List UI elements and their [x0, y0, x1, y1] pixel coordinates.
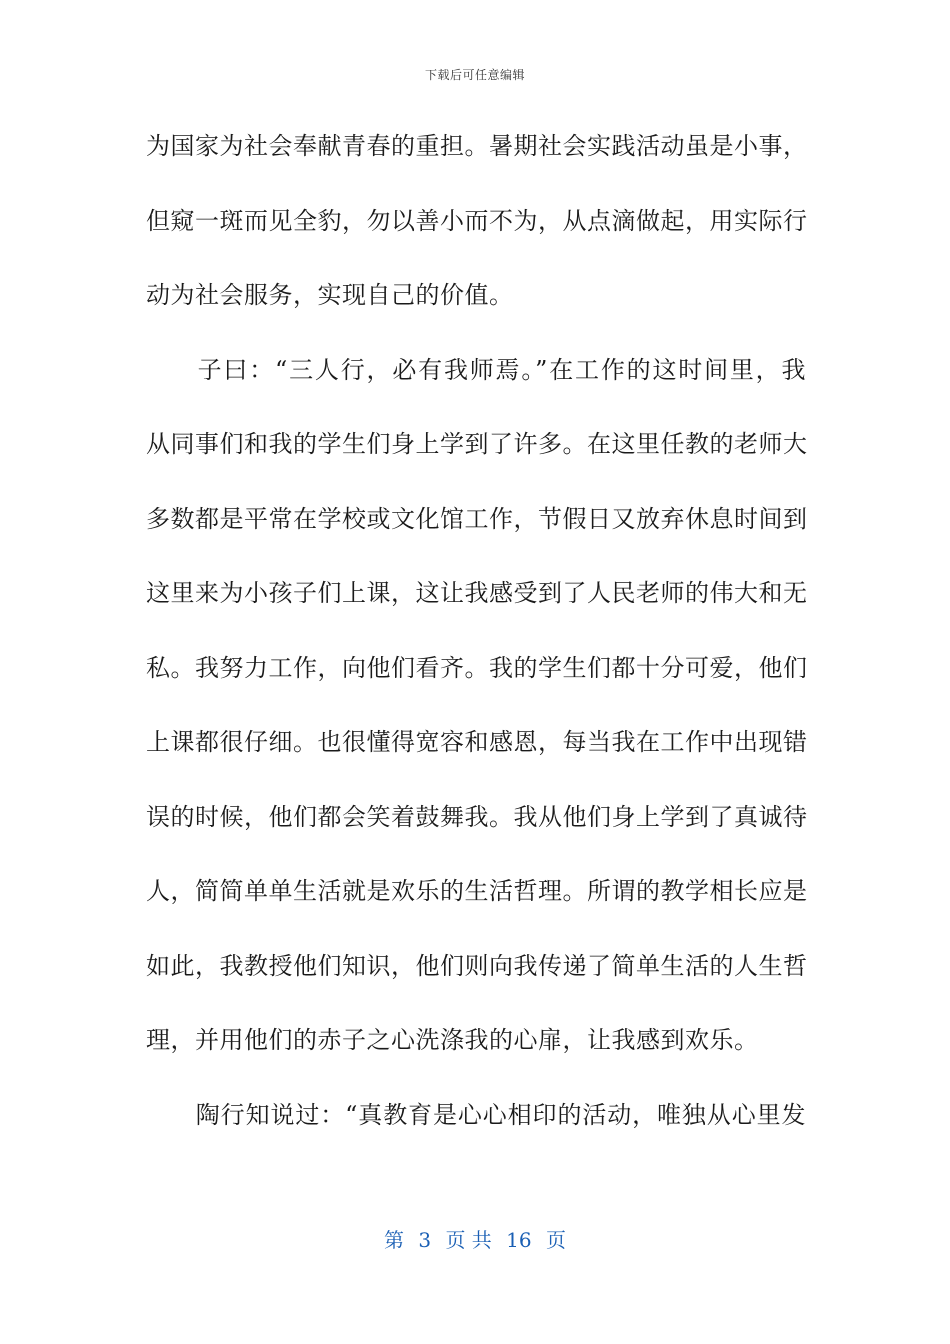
text-line: 私。我努力工作，向他们看齐。我的学生们都十分可爱，他们	[146, 653, 808, 682]
text-line: 但窥一斑而见全豹，勿以善小而不为，从点滴做起，用实际行	[146, 206, 808, 235]
text-line: 多数都是平常在学校或文化馆工作，节假日又放弃休息时间到	[146, 504, 808, 533]
current-page-number: 3	[418, 1228, 432, 1252]
footer-prefix: 第	[384, 1228, 404, 1252]
text-line: 理，并用他们的赤子之心洗涤我的心扉，让我感到欢乐。	[146, 1026, 759, 1054]
text-line: 上课都很仔细。也很懂得宽容和感恩，每当我在工作中出现错	[146, 728, 808, 756]
total-pages-number: 16	[506, 1228, 532, 1252]
text-line: 为国家为社会奉献青春的重担。暑期社会实践活动虽是小事，	[146, 132, 808, 160]
text-line: 如此，我教授他们知识，他们则向我传递了简单生活的人生哲	[146, 951, 808, 980]
page-number-footer	[0, 1224, 950, 1253]
text-line: 人，简简单单生活就是欢乐的生活哲理。所谓的教学相长应是	[146, 877, 808, 905]
text-line: 陶行知说过：“真教育是心心相印的活动，唯独从心里发	[146, 1100, 806, 1129]
text-line: 从同事们和我的学生们身上学到了许多。在这里任教的老师大	[146, 430, 808, 458]
text-line: 这里来为小孩子们上课，这让我感受到了人民老师的伟大和无	[146, 579, 808, 607]
footer-suffix: 页	[545, 1228, 566, 1252]
text-line: 误的时候，他们都会笑着鼓舞我。我从他们身上学到了真诚待	[146, 802, 808, 831]
text-line: 动为社会服务，实现自己的价值。	[146, 281, 514, 309]
footer-middle: 页 共	[445, 1228, 492, 1252]
text-line: 子曰：“三人行，必有我师焉。”在工作的这时间里，我	[146, 355, 806, 384]
page-header: 下载后可任意编辑	[424, 68, 525, 82]
document-body	[146, 124, 806, 1167]
